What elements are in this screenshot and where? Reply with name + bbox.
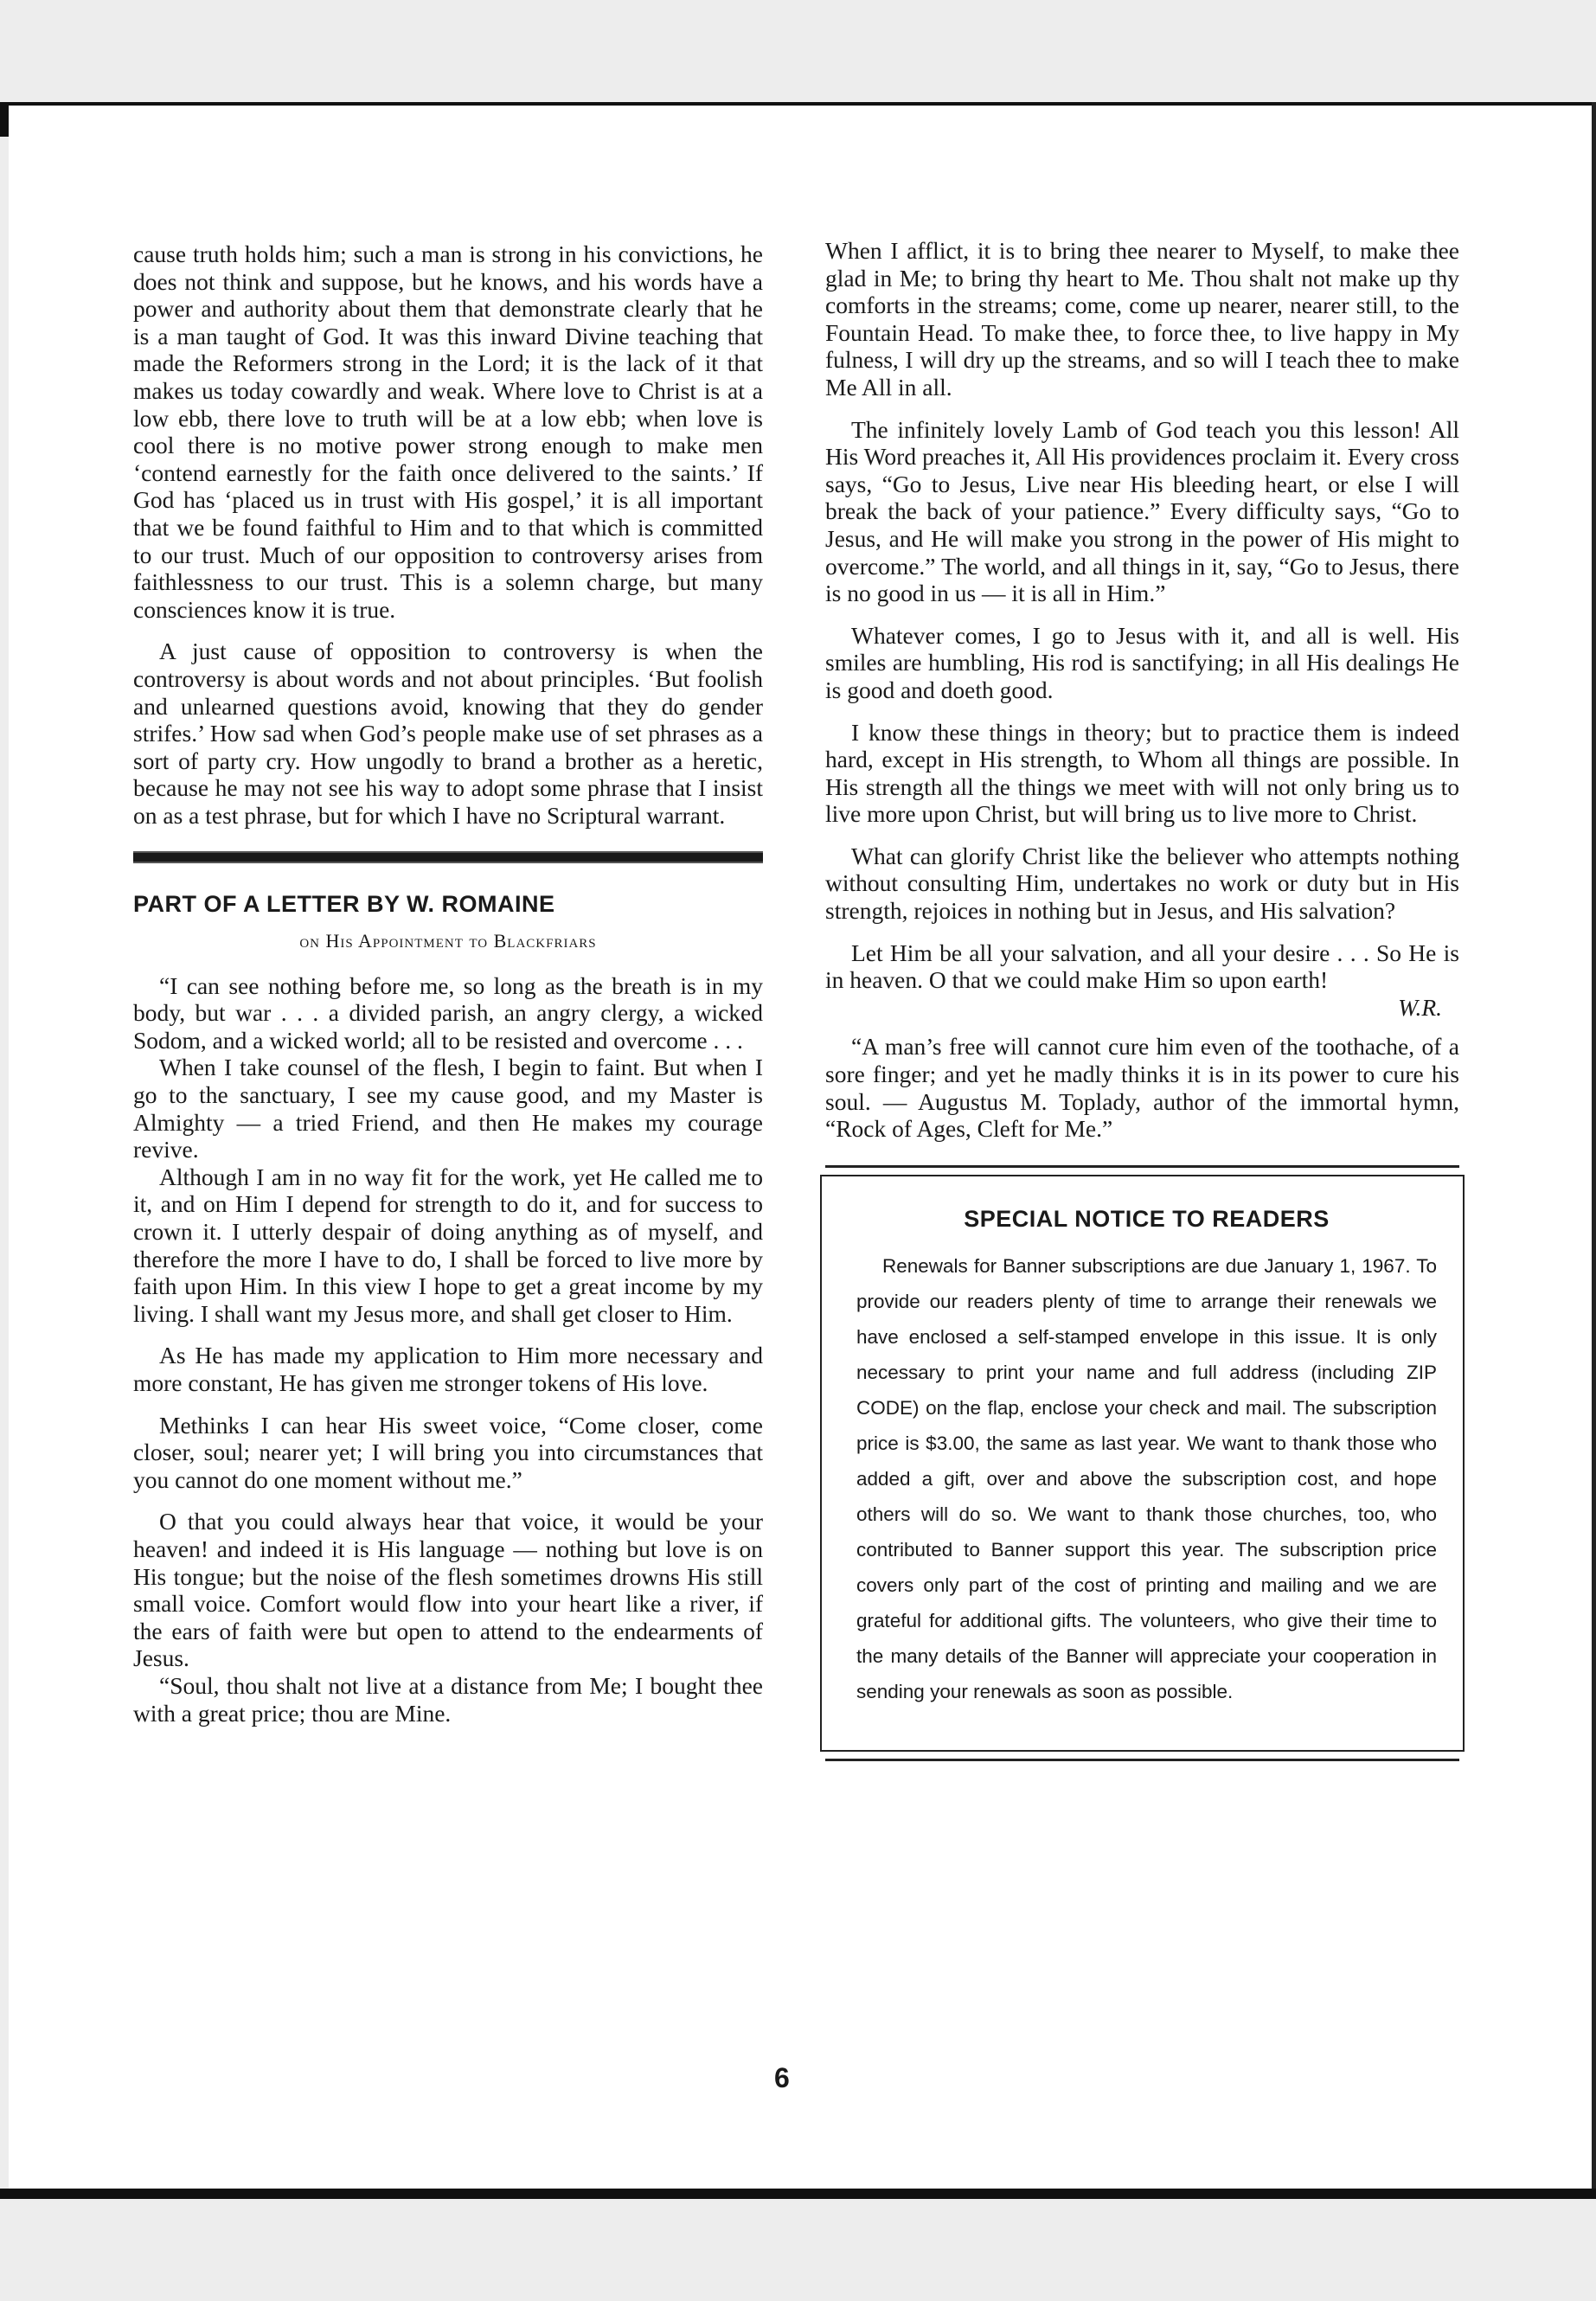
letter-paragraph: As He has made my application to Him more necessary and more constant, He has given me stronger tokens of His love. <box>133 1342 763 1396</box>
letter-paragraph: When I afflict, it is to bring thee nearer to Myself, to make thee glad in Me; to bring thy heart to Me. Thou shalt not make up thy comforts in the streams; come, come up nearer, nearer still, to the Fountain Head. To make thee, to force thee, to live happy in My fulness, I will dry up the streams, and so will I teach thee to make Me All in all. <box>825 237 1459 401</box>
letter-paragraph: Let Him be all your salvation, and all your desire . . . So He is in heaven. O that we could make Him so upon earth! <box>825 939 1459 994</box>
signature-initials: W.R. <box>1398 993 1442 1021</box>
letter-paragraph: O that you could always hear that voice, it would be your heaven! and indeed it is His language — nothing but love is on His tongue; but the noise of the flesh sometimes drowns His still small voice. Comfort would flow into your heart like a river, if the ears of faith were but open to attend to the endearments of Jesus. <box>133 1508 763 1672</box>
body-paragraph: cause truth holds him; such a man is strong in his convictions, he does not think and suppose, but he knows, and his words have a power and authority about them that demonstrate clearly that he is a man taught of God. It was this inward Divine teaching that made the Reformers strong in the Lord; it is the lack of it that makes us today cowardly and weak. Where love to Christ is at a low ebb, there love to truth will be at a low ebb; when love is cool there is no motive power strong enough to make men ‘contend earnestly for the faith once delivered to the saints.’ If God has ‘placed us in trust with His gospel,’ it is all important that we be found faithful to Him and to that which is committed to our trust. Much of our opposition to controversy arises from faithlessness to our trust. This is a solemn charge, but many consciences know it is true. <box>133 240 763 623</box>
scan-edge-right <box>1592 102 1596 2195</box>
letter-paragraph: The infinitely lovely Lamb of God teach you this lesson! All His Word preaches it, All His providences proclaim it. Every cross says, “Go to Jesus, Live near His bleeding heart, or else I will break the back of your patience.” Every difficulty says, “Go to Jesus, and He will make you strong in the power of His might to overcome.” The world, and all things in it, say, “Go to Jesus, there is no good in us — it is all in Him.” <box>825 415 1459 607</box>
letter-paragraph: What can glorify Christ like the believer who attempts nothing without consulting Him, undertakes no work or duty but in His strength, rejoices in nothing but in Jesus, and His salvation? <box>825 842 1459 925</box>
page-number: 6 <box>774 2062 790 2093</box>
body-paragraph: A just cause of opposition to controversy is when the controversy is about words and not about principles. ‘But foolish and unlearned questions avoid, knowing that they do gender strifes.’ How sad when God’s people make use of set phrases as a sort of party cry. How ungodly to brand a brother as a heretic, because he may not see his way to adopt some phrase that I insist on as a test phrase, but for which I have no Scriptural warrant. <box>133 638 763 829</box>
letter-paragraph: Whatever comes, I go to Jesus with it, and all is well. His smiles are humbling, His rod is sanctifying; in all His dealings He is good and doeth good. <box>825 621 1459 703</box>
letter-paragraph: “Soul, thou shalt not live at a distance from Me; I bought thee with a great price; thou are Mine. <box>133 1671 763 1727</box>
quote-paragraph: “A man’s free will cannot cure him even of the toothache, of a sore finger; and yet he madly thinks it is in its power to cure his soul. — Augustus M. Toplady, author of the immortal hymn, “Rock of Ages, Cleft for Me.” <box>825 1033 1459 1143</box>
right-column <box>825 237 1459 1761</box>
article-heading: PART OF A LETTER BY W. ROMAINE <box>133 891 555 918</box>
section-divider <box>133 851 763 863</box>
article-subheading: on His Appointment to Blackfriars <box>299 930 597 952</box>
scan-bottom-bar <box>0 2189 1596 2199</box>
notice-title: SPECIAL NOTICE TO READERS <box>964 1205 1330 1232</box>
left-column <box>133 240 763 1727</box>
special-notice-frame <box>820 1175 1465 1753</box>
notice-body: Renewals for Banner subscriptions are due January 1, 1967. To provide our readers plenty of time to arrange their renewals we have enclosed a self-stamped envelope in this issue. It is only necessary to print your name and full address (including ZIP CODE) on the flap, enclose your check and mail. The subscription price is $3.00, the same as last year. We want to thank those who added a gift, over and above the subscription cost, and hope others will do so. We want to thank those churches, too, who contributed to Banner support this year. The subscription price covers only part of the cost of printing and mailing and we are grateful for additional gifts. The volunteers, who give their time to the many details of the Banner will appreciate your cooperation in sending your renewals as soon as possible. <box>856 1255 1437 1703</box>
letter-paragraph: Although I am in no way fit for the work, yet He called me to it, and on Him I depend for strength to do it, and for success to crown it. I utterly despair of doing anything as of myself, and therefore the more I have to do, I shall be forced to live more by faith upon Him. In this view I hope to get a great income by my living. I shall want my Jesus more, and shall get closer to Him. <box>133 1163 763 1327</box>
scan-edge-left <box>0 102 9 137</box>
letter-paragraph: When I take counsel of the flesh, I begin to faint. But when I go to the sanctuary, I see my cause good, and my Master is Almighty — a tried Friend, and then He makes my courage revive. <box>133 1054 763 1163</box>
special-notice-box <box>825 1165 1459 1762</box>
letter-paragraph: I know these things in theory; but to practice them is indeed hard, except in His strength, to Whom all things are possible. In His strength all the things we meet with will not only bring us to live more upon Christ, but will bring us to live more to Christ. <box>825 718 1459 828</box>
letter-paragraph: Methinks I can hear His sweet voice, “Come closer, come closer, soul; nearer yet; I will bring you into circumstances that you cannot do one moment without me.” <box>133 1411 763 1493</box>
letter-paragraph: “I can see nothing before me, so long as the breath is in my body, but war . . . a divided parish, an angry clergy, a wicked Sodom, and a wicked world; all to be resisted and overcome . . . <box>133 971 763 1054</box>
